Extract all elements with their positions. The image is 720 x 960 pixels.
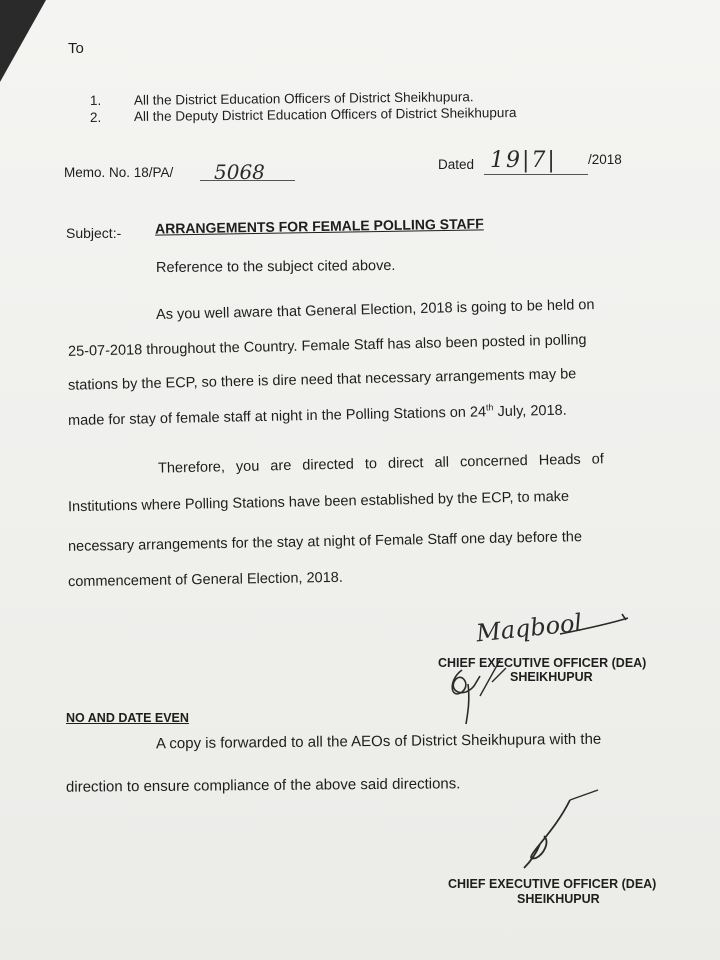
signature-2-mark bbox=[500, 790, 620, 880]
para2-line-1: Therefore, you are directed to direct all concerned Heads of bbox=[157, 451, 604, 477]
recipient-2-number: 2. bbox=[89, 109, 102, 126]
signature-2-title: CHIEF EXECUTIVE OFFICER (DEA) bbox=[448, 877, 657, 891]
para1-line-4-text: made for stay of female staff at night in the Polling Stations on 24 bbox=[67, 404, 487, 430]
subject-label: Subject:- bbox=[66, 225, 122, 241]
memo-number-handwritten: 5068 bbox=[214, 160, 265, 184]
to-label: To bbox=[68, 40, 84, 57]
page-corner-shadow bbox=[0, 0, 46, 82]
recipient-1-text: All the District Education Officers of District Sheikhupura. bbox=[133, 89, 474, 108]
no-and-date-even: NO AND DATE EVEN bbox=[66, 711, 189, 725]
para2-line-4: commencement of General Election, 2018. bbox=[67, 569, 343, 591]
signature-1-place: SHEIKHUPUR bbox=[510, 670, 593, 684]
para3-line-1: A copy is forwarded to all the AEOs of District Sheikhupura with the bbox=[155, 730, 602, 753]
dated-handwritten: 19|7| bbox=[490, 148, 557, 173]
para1-line-2: 25-07-2018 throughout the Country. Female Staff has also been posted in polling bbox=[67, 332, 587, 360]
dated-year: /2018 bbox=[588, 152, 622, 167]
para1-line-3: stations by the ECP, so there is dire need that necessary arrangements may be bbox=[67, 366, 577, 394]
recipient-2-text: All the Deputy District Education Officers of District Sheikhupura bbox=[133, 104, 517, 125]
para3-line-2: direction to ensure compliance of the above said directions. bbox=[65, 775, 461, 796]
para2-line-2: Institutions where Polling Stations have been established by the ECP, to make bbox=[67, 488, 570, 516]
memo-label: Memo. No. 18/PA/ bbox=[64, 165, 174, 180]
signature-2-place: SHEIKHUPUR bbox=[517, 892, 600, 906]
dated-underline bbox=[484, 174, 588, 175]
dated-label: Dated bbox=[438, 157, 475, 172]
para1-superscript: th bbox=[485, 402, 494, 413]
para2-line-3: necessary arrangements for the stay at night of Female Staff one day before the bbox=[67, 529, 583, 555]
recipient-1-number: 1. bbox=[89, 92, 102, 109]
para1-line-1: As you well aware that General Election, 2018 is going to be held on bbox=[155, 297, 595, 323]
reference-line: Reference to the subject cited above. bbox=[155, 257, 396, 277]
subject-title: ARRANGEMENTS FOR FEMALE POLLING STAFF bbox=[154, 215, 484, 237]
para1-line-4-tail: July, 2018. bbox=[493, 402, 567, 421]
signature-1-handwritten: Maqbool bbox=[474, 608, 584, 648]
para1-line-4 bbox=[68, 401, 567, 429]
signature-1-title: CHIEF EXECUTIVE OFFICER (DEA) bbox=[438, 656, 647, 670]
